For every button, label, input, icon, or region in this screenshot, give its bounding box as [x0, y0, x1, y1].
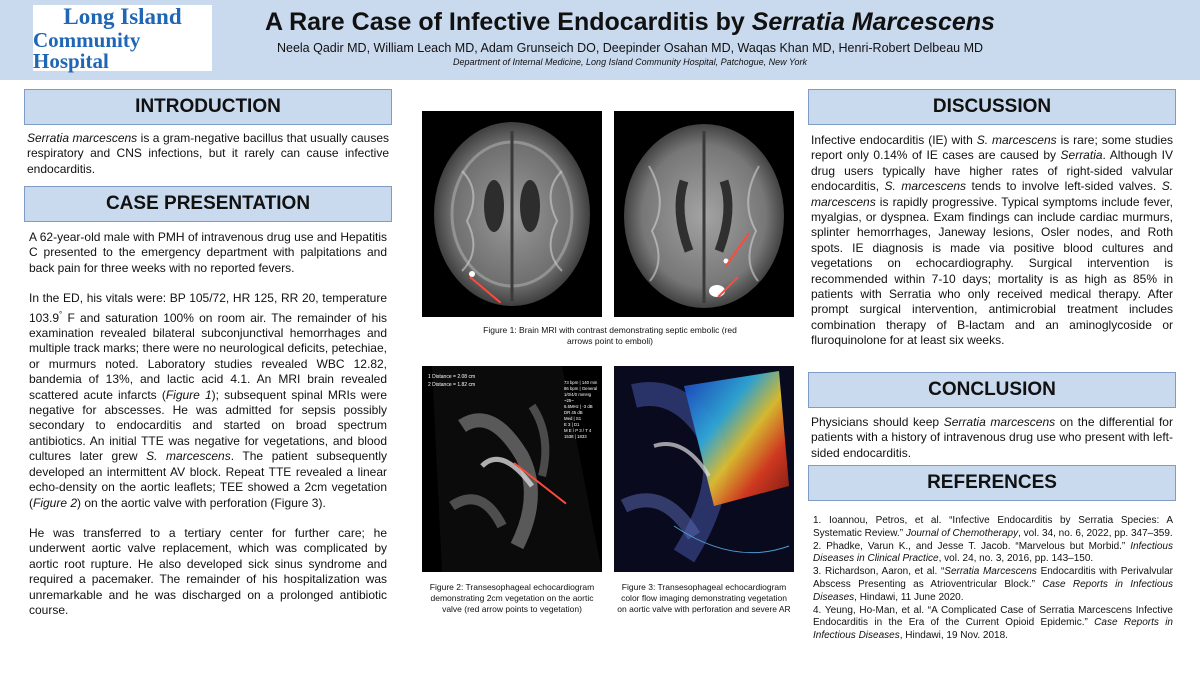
- reference-1: [813, 515, 1173, 541]
- ref2-b: , vol. 24, no. 3, 2016, pp. 143–150.: [938, 553, 1094, 565]
- case-presentation-heading: CASE PRESENTATION: [24, 186, 392, 222]
- case-presentation-text: [29, 230, 387, 618]
- introduction-text: [27, 131, 389, 177]
- figure-1-caption: Figure 1: Brain MRI with contrast demonstrating septic embolic (red arrows point to emboli): [483, 325, 737, 346]
- ref1-b: , vol. 34, no. 6, 2022, pp. 347–359.: [1018, 527, 1173, 539]
- disc-i4: S. marcescens: [811, 179, 1174, 209]
- intro-organism: Serratia marcescens: [27, 131, 138, 145]
- conclusion-heading: CONCLUSION: [808, 372, 1176, 408]
- reference-4: [813, 605, 1173, 643]
- ref1-journal: Journal of Chemotherapy: [905, 527, 1019, 539]
- figure-2-caption: Figure 2: Transesophageal echocardiogram demonstrating 2cm vegetation on the aortic valve (red arrow points to vegetation): [429, 582, 595, 614]
- ref4-b: , Hindawi, 19 Nov. 2018.: [899, 630, 1008, 642]
- concl-t1: Physicians should keep: [811, 415, 944, 429]
- tee-image: [422, 366, 602, 572]
- echo-param: DR 45 dB: [564, 410, 583, 415]
- figure-3-caption: Figure 3: Transesophageal echocardiogram color flow imaging demonstrating vegetation on aortic valve with perforation and severe AR: [617, 582, 791, 614]
- ref3-c: , Hindawi, 11 June 2020.: [854, 591, 964, 603]
- poster-title: [230, 8, 1030, 37]
- ref3-journal: Case Reports in Infectious Diseases: [813, 578, 1173, 603]
- echo-param: Med | S1: [564, 416, 582, 421]
- case-paragraph-2: [29, 291, 387, 511]
- case-p2c: ); subsequent spinal MRIs were negative for abscesses. He was admitted for sepsis possibly secondary to endocarditis and started on broad spectrum antibiotics. An initial TTE was negative for vegetations, and blood cultures later grew: [29, 387, 387, 464]
- disc-t5: is rapidly progressive. Typical symptoms include fever, myalgias, or dyspnea. Exam findings can include cardiac murmurs, splinter hemorrhages, Janeway lesions, Osler nodes, and Roth spots. IE diagnosis is made via positive blood cultures and vegetations on echocardiography. Surgical intervention is recommended within 7-10 days; mortality is as high as 85% in patients with Serratia who only received medical therapy. After prompt surgical intervention, antimicrobial treatment includes combination therapy of B-lactam and an aminoglycoside or fluroquinolone for at least six weeks.: [811, 194, 1173, 348]
- mri-image-right: [614, 111, 794, 317]
- echo-label-2: 2 Distance = 1.82 cm: [428, 382, 476, 388]
- disc-t3: . Although IV drug users typically have higher rates of right-sided valvular endocarditis,: [811, 148, 1173, 194]
- discussion-text: [811, 133, 1173, 349]
- ref3-a: 3. Richardson, Aaron, et al. “: [813, 566, 945, 578]
- case-p2d: . The patient subsequently developed an intermittent AV block. Repeat TTE revealed a linear echo-density on the aortic leaflets; TEE showed a 2cm vegetation (: [29, 449, 388, 510]
- echo-param: 86 bpm | General: [564, 386, 598, 391]
- hospital-logo: [33, 5, 212, 71]
- echo-label-1: 1 Distance = 2.08 cm: [428, 374, 476, 380]
- echo-parameters: [564, 380, 598, 439]
- conclusion-text: [811, 415, 1173, 461]
- concl-t2: on the differential for patients with a history of intravenous drug use who present with left-sided endocarditis.: [811, 415, 1173, 460]
- disc-t1: Infective endocarditis (IE) with: [811, 133, 977, 147]
- concl-i1: Serratia marcescens: [943, 415, 1056, 429]
- echo-param: 1/0/4/0 mmHg: [564, 392, 591, 397]
- case-paragraph-3: He was transferred to a tertiary center for further care; he underwent aortic valve replacement, which was complicated by aortic root rupture. He also developed sick sinus syndrome and required a pacemaker. The remainder of his hospitalization was unremarkable and he was discharged on a prolonged antibiotic course.: [29, 525, 387, 617]
- ref2-journal: Infectious Diseases in Clinical Practice: [813, 540, 1173, 565]
- reference-2: [813, 541, 1173, 567]
- authors: Neela Qadir MD, William Leach MD, Adam Grunseich DO, Deepinder Osahan MD, Waqas Khan MD, Henri-Robert Delbeau MD: [276, 41, 984, 55]
- figure-1-ref: Figure 1: [165, 387, 212, 402]
- echo-param: 1538 | 1833: [564, 434, 587, 439]
- case-p2e: ) on the aortic valve with perforation (Figure 3).: [77, 495, 326, 510]
- ref2-a: 2. Phadke, Varun K., and Jesse T. Jacob. “Marvelous but Morbid.”: [813, 540, 1131, 552]
- introduction-heading: INTRODUCTION: [24, 89, 392, 125]
- references-heading: REFERENCES: [808, 465, 1176, 501]
- figure-2-ref: Figure 2: [33, 495, 78, 510]
- intro-body: is a gram-negative bacillus that usually causes respiratory and CNS infections, but it rarely can cause infective endocarditis.: [27, 131, 389, 176]
- echo-param: 6.5MHz | -3 dB: [564, 404, 593, 409]
- mri-right-graphic: [614, 111, 794, 317]
- case-organism: S. marcescens: [146, 449, 231, 464]
- ref3-b: Endocarditis with Perivalvular Abscess Presenting as Atrioventricular Block.”: [813, 566, 1174, 590]
- mri-image-left: [422, 111, 602, 317]
- color-flow-graphic: [614, 366, 794, 572]
- color-flow-image: [614, 366, 794, 572]
- case-p2a: In the ED, his vitals were: BP 105/72, HR 125, RR 20, temperature 103.9: [29, 291, 387, 325]
- title-organism: Serratia Marcescens: [751, 8, 995, 36]
- ref1-a: 1. Ioannou, Petros, et al. “Infective Endocarditis by Serratia Species: A Systematic Review.”: [813, 515, 1173, 539]
- mri-left-graphic: [422, 111, 602, 317]
- department: Department of Internal Medicine, Long Island Community Hospital, Patchogue, New York: [452, 57, 808, 67]
- reference-3: [813, 566, 1173, 604]
- discussion-heading: DISCUSSION: [808, 89, 1176, 125]
- disc-i3: S. marcescens: [884, 179, 967, 194]
- references-list: [813, 515, 1173, 643]
- disc-t2: is rare; some studies report only 0.14% of IE cases are caused by: [811, 133, 1174, 163]
- degree-symbol: °: [59, 309, 63, 319]
- disc-i1: S. marcescens: [976, 133, 1057, 147]
- ref3-organism: Serratia Marcescens: [944, 566, 1037, 578]
- echo-param: M E / P 3 / T 4: [564, 428, 592, 433]
- logo-line-2: Community Hospital: [33, 27, 141, 73]
- poster-header: [0, 0, 1200, 80]
- echo-param: E 3 | D1: [564, 422, 580, 427]
- tee-graphic: [422, 366, 602, 572]
- disc-i2: Serratia: [1060, 148, 1103, 163]
- logo-line-1: Long Island: [63, 3, 182, 29]
- echo-param: ~25~: [564, 398, 574, 403]
- ref4-journal: Case Reports in Infectious Diseases: [813, 617, 1173, 642]
- echo-param: 73 bpm | 140 mm: [564, 380, 598, 385]
- case-paragraph-1: A 62-year-old male with PMH of intravenous drug use and Hepatitis C presented to the emergency department with palpitations and back pain for three weeks with no reported fevers.: [29, 230, 387, 275]
- case-p2b: F and saturation 100% on room air. The remainder of his examination revealed bilateral subconjunctival hemorrhages and multiple track marks; there were no neurological deficits, petechiae, or murmurs noted. Laboratory studies revealed WBC 12.82, bandemia of 13%, and lactic acid 4.1. An MRI brain revealed scattered acute infarcts (: [29, 310, 387, 402]
- ref4-a: 4. Yeung, Ho-Man, et al. “A Complicated Case of Serratia Marcescens Infective Endocarditis in the Era of the Current Opioid Epidemic.”: [813, 604, 1173, 629]
- disc-t4: tends to involve left-sided valves.: [966, 179, 1162, 194]
- title-main: A Rare Case of Infective Endocarditis by: [265, 8, 752, 36]
